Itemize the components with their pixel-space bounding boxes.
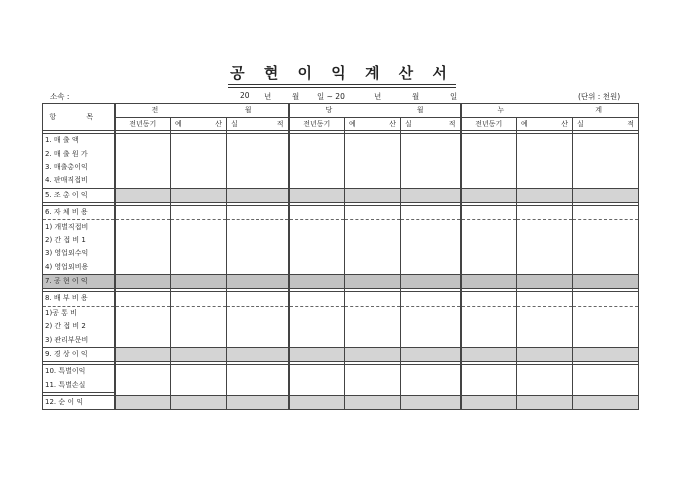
value-cell[interactable] [115, 306, 171, 347]
value-cell[interactable] [517, 306, 573, 347]
value-cell[interactable] [345, 365, 401, 393]
value-cell[interactable] [115, 134, 171, 189]
col-prior-3: 전년동기 [461, 118, 517, 131]
period-year-unit-end: 년 [374, 92, 382, 101]
value-cell[interactable] [573, 220, 639, 275]
value-cell[interactable] [227, 365, 289, 393]
document-title: 공 현 이 익 계 산 서 [230, 64, 454, 82]
value-cell[interactable] [401, 306, 461, 347]
value-cell[interactable] [573, 365, 639, 393]
affiliation-label: 소속 : [50, 92, 70, 101]
table-row [43, 134, 639, 148]
value-cell[interactable] [461, 365, 517, 393]
table-row [43, 292, 639, 306]
group-header-cumulative: 누 계 [461, 104, 639, 118]
value-cell[interactable] [345, 220, 401, 275]
col-prior-1: 전년동기 [115, 118, 171, 131]
row-label-net-income: 12. 순 이 익 [43, 396, 115, 410]
col-actual-2: 실 적 [401, 118, 461, 131]
period-year-start: 20 [240, 91, 250, 100]
row-label-selling-direct: 4. 판매직접비 [43, 174, 115, 188]
value-cell[interactable] [171, 134, 227, 189]
value-cell[interactable] [517, 134, 573, 189]
value-cell[interactable] [401, 220, 461, 275]
value-cell[interactable] [289, 220, 345, 275]
col-budget-1: 예 산 [171, 118, 227, 131]
col-prior-2: 전년동기 [289, 118, 345, 131]
table-row [43, 365, 639, 379]
row-label-non-op-income: 3) 영업외수익 [43, 247, 115, 260]
item-header: 항 목 [43, 104, 115, 131]
row-label-non-op-expense: 4) 영업외비용 [43, 261, 115, 275]
row-label-allocated: 8. 배 부 비 용 [43, 292, 115, 306]
table-row [43, 220, 639, 234]
period-day-tilde-year: 일 ~ 20 [317, 92, 345, 101]
value-cell[interactable] [289, 365, 345, 393]
row-label-own-expense: 6. 자 체 비 용 [43, 205, 115, 219]
period-range [240, 91, 457, 102]
value-cell[interactable] [461, 134, 517, 189]
row-label-gross-profit: 3. 매출총이익 [43, 161, 115, 174]
row-label-dept-profit: 7. 공 현 이 익 [43, 274, 115, 288]
table-row [43, 205, 639, 219]
value-cell[interactable] [115, 220, 171, 275]
summary-row [43, 396, 639, 410]
row-label-admin: 3) 관리부문비 [43, 333, 115, 347]
value-cell[interactable] [573, 134, 639, 189]
value-cell[interactable] [171, 365, 227, 393]
value-cell[interactable] [289, 306, 345, 347]
value-cell[interactable] [573, 306, 639, 347]
period-month-unit-end: 월 [412, 92, 420, 101]
value-cell[interactable] [461, 306, 517, 347]
row-label-contribution: 5. 조 총 이 익 [43, 188, 115, 202]
value-cell[interactable] [227, 220, 289, 275]
group-header-current: 당 월 [289, 104, 461, 118]
row-label-special-loss: 11. 특별손실 [43, 379, 115, 393]
value-cell[interactable] [345, 306, 401, 347]
value-cell[interactable] [171, 306, 227, 347]
value-cell[interactable] [517, 220, 573, 275]
period-year-unit: 년 [264, 92, 272, 101]
value-cell[interactable] [461, 220, 517, 275]
value-cell[interactable] [115, 365, 171, 393]
group-header-previous: 전 월 [115, 104, 289, 118]
summary-row [43, 188, 639, 202]
col-budget-3: 예 산 [517, 118, 573, 131]
value-cell[interactable] [289, 134, 345, 189]
period-month-unit: 월 [292, 92, 300, 101]
period-day-unit-end: 일 [450, 92, 458, 101]
value-cell[interactable] [345, 134, 401, 189]
row-label-cost-of-sales: 2. 매 출 원 가 [43, 147, 115, 160]
unit-label: (단위 : 천원) [578, 92, 621, 101]
row-label-sales: 1. 매 출 액 [43, 134, 115, 148]
summary-row [43, 347, 639, 361]
row-label-indirect2: 2) 간 접 비 2 [43, 320, 115, 333]
profit-statement-table [42, 103, 639, 410]
value-cell[interactable] [401, 134, 461, 189]
summary-row [43, 274, 639, 288]
value-cell[interactable] [171, 220, 227, 275]
col-budget-2: 예 산 [345, 118, 401, 131]
value-cell[interactable] [517, 365, 573, 393]
value-cell[interactable] [227, 306, 289, 347]
value-cell[interactable] [227, 134, 289, 189]
row-label-operating-profit: 9. 경 상 이 익 [43, 347, 115, 361]
row-label-dept-direct: 1) 개별직접비 [43, 220, 115, 234]
title-underline [228, 84, 456, 88]
value-cell[interactable] [401, 365, 461, 393]
col-actual-1: 실 적 [227, 118, 289, 131]
row-label-indirect1: 2) 간 접 비 1 [43, 234, 115, 247]
col-actual-3: 실 적 [573, 118, 639, 131]
table-row [43, 306, 639, 320]
row-label-special-gain: 10. 특별이익 [43, 365, 115, 379]
row-label-common: 1)공 통 비 [43, 306, 115, 320]
